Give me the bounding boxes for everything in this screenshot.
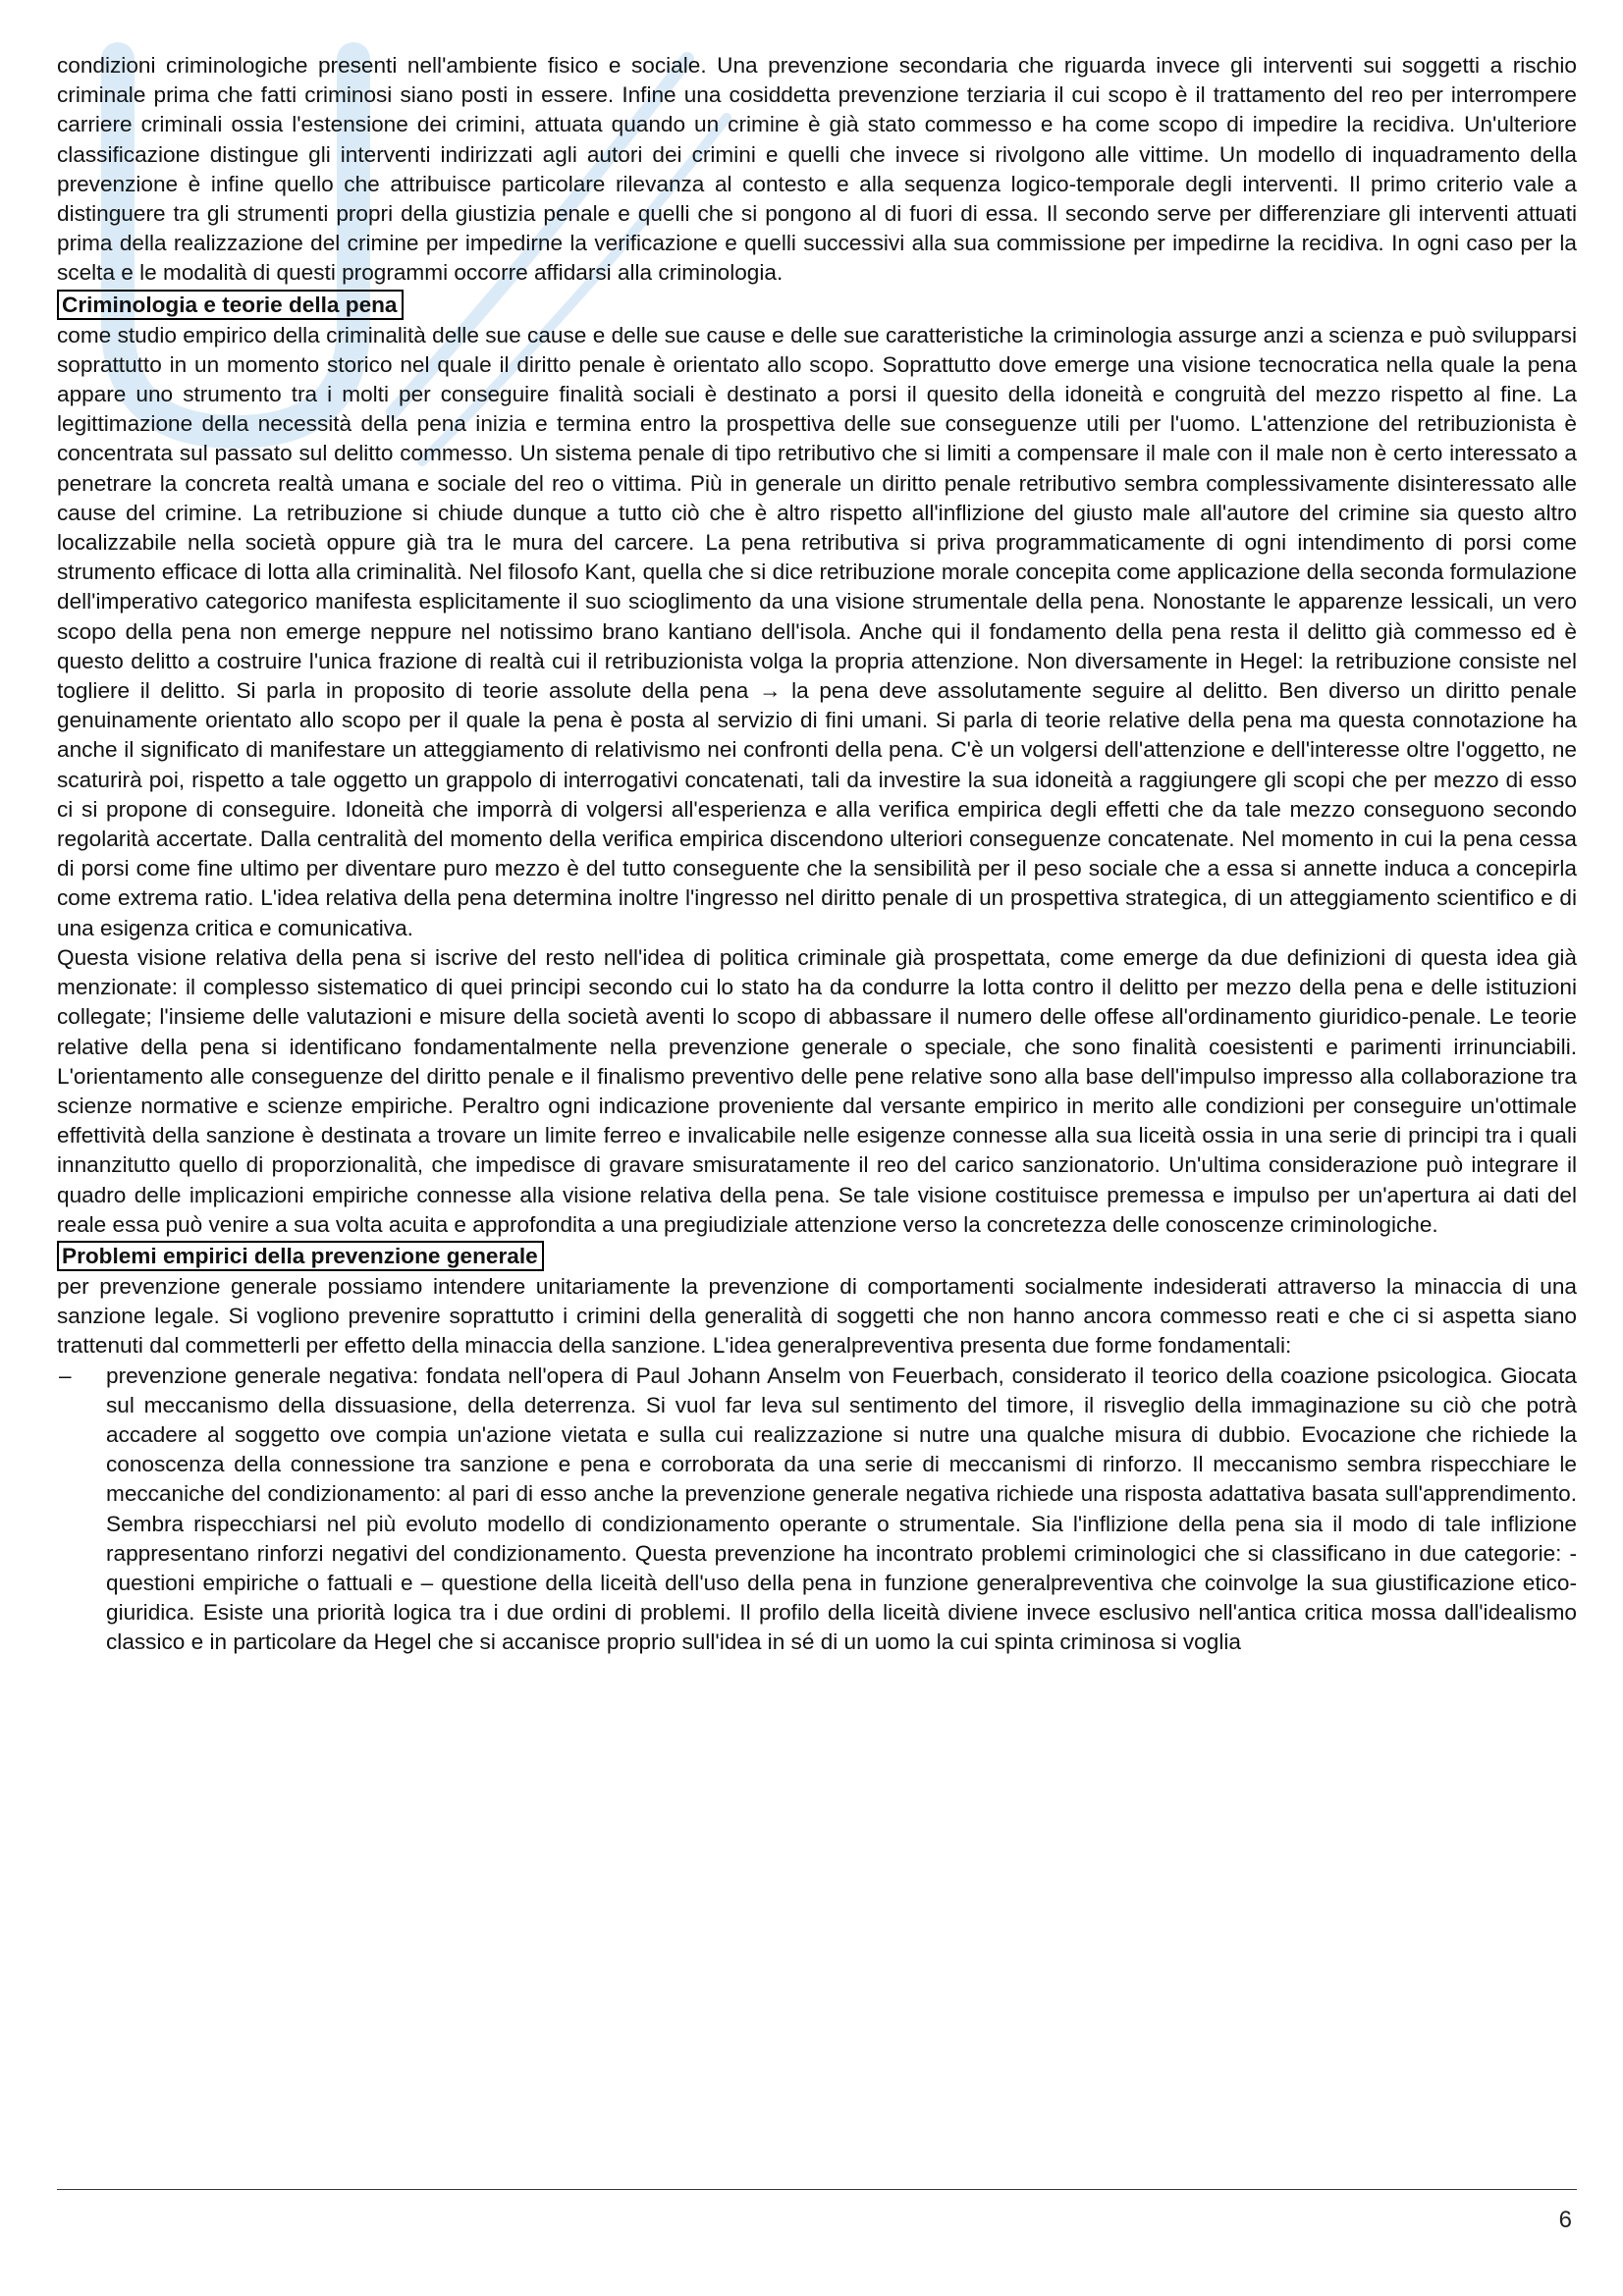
list-item — [57, 1362, 1577, 1658]
paragraph-criminology-theories: come studio empirico della criminalità delle sue cause e delle sue cause e delle sue caratteristiche la criminologia assurge anzi a scienza e può svilupparsi soprattutto in un momento storico nel quale il diritto penale è orientato allo scopo. Soprattutto dove emerge una visione tecnocratica nella quale la pena appare uno strumento tra i molti per conseguire finalità sociali è destinato a porsi il quesito della idoneità e congruità del mezzo rispetto al fine. La legittimazione della necessità della pena inizia e termina entro la prospettiva delle sue conseguenze utili per l'uomo. L'attenzione del retribuzionista è concentrata sul passato sul delitto commesso. Un sistema penale di tipo retributivo che si limiti a compensare il male con il male non è certo interessato a penetrare la concreta realtà umana e sociale del reo o vittima. Più in generale un diritto penale retributivo sembra complessivamente disinteressato alle cause del crimine. La retribuzione si chiude dunque a tutto ciò che è altro rispetto all'inflizione del giusto male all'autore del crimine sia questo altro localizzabile nella società oppure già tra le mura del carcere. La pena retributiva si priva programmaticamente di ogni intendimento di porsi come strumento efficace di lotta alla criminalità. Nel filosofo Kant, quella che si dice retribuzione morale concepita come applicazione della seconda formulazione dell'imperativo categorico manifesta esplicitamente il suo scioglimento da una visione strumentale della pena. Nonostante le apparenze lessicali, un vero scopo della pena non emerge neppure nel notissimo brano kantiano dell'isola. Anche qui il fondamento della pena resta il delitto già commesso ed è questo delitto a costruire l'unica frazione di realtà cui il retribuzionista volga la propria attenzione. Non diversamente in Hegel: la retribuzione consiste nel togliere il delitto. Si parla in proposito di teorie assolute della pena → la pena deve assolutamente seguire al delitto. Ben diverso un diritto penale genuinamente orientato allo scopo per il quale la pena è posta al servizio di fini umani. Si parla di teorie relative della pena ma questa connotazione ha anche il significato di manifestare un atteggiamento di relativismo nei confronti della pena. C'è un volgersi dell'attenzione e dell'interesse oltre l'oggetto, ne scaturirà poi, rispetto a tale oggetto un grappolo di interrogativi concatenati, tali da investire la sua idoneità a raggiungere gli scopi che per mezzo di esso ci si propone di conseguire. Idoneità che imporrà di volgersi all'esperienza e alla verifica empirica degli effetti che da tale mezzo conseguono secondo regolarità accertate. Dalla centralità del momento della verifica empirica discendono ulteriori conseguenze concatenate. Nel momento in cui la pena cessa di porsi come fine ultimo per diventare puro mezzo è del tutto conseguente che la sensibilità per il peso sociale che a essa si annette induca a concepirla come extrema ratio. L'idea relativa della pena determina inoltre l'ingresso nel diritto penale di un prospettiva strategica, di un atteggiamento scientifico e di una esigenza critica e comunicativa. — [57, 322, 1577, 940]
list-dash: – — [59, 1362, 72, 1388]
document-page — [57, 51, 1577, 1658]
paragraph-relative-vision: Questa visione relativa della pena si iscrive del resto nell'idea di politica criminale già prospettata, come emerge da due definizioni di questa idea già menzionate: il complesso sistematico di quei principi secondo cui lo stato ha da condurre la lotta contro il delitto per mezzo della pena e delle istituzioni collegate; l'insieme delle valutazioni e misure della società aventi lo scopo di abbassare il numero delle offese all'ordinamento giuridico-penale. Le teorie relative della pena si identificano fondamentalmente nella prevenzione generale o speciale, che sono finalità coesistenti e parimenti irrinunciabili. L'orientamento alle conseguenze del diritto penale e il finalismo preventivo delle pene relative sono alla base dell'impulso impresso alla collaborazione tra scienze normative e scienze empiriche. Peraltro ogni indicazione proveniente dal versante empirico in merito alle condizioni per conseguire un'ottimale effettività della sanzione è destinata a trovare un limite ferreo e invalicabile nelle esigenze connesse alla sua liceità ossia in una serie di principi tra i quali innanzitutto quello di proporzionalità, che impedisce di gravare smisuratamente il reo del carico sanzionatorio. Un'ultima considerazione può integrare il quadro delle implicazioni empiriche connesse alla visione relativa della pena. Se tale visione costituisce premessa e impulso per un'apertura ai dati del reale essa può venire a sua volta acuita e approfondita a una pregiudiziale attenzione verso la concretezza delle conoscenze criminologiche. — [57, 944, 1577, 1237]
heading-criminologia-teorie-pena: Criminologia e teorie della pena — [57, 290, 404, 320]
heading-problemi-empirici: Problemi empirici della prevenzione generale — [57, 1241, 544, 1271]
page-number: 6 — [1558, 2207, 1572, 2233]
paragraph-general-prevention: per prevenzione generale possiamo intendere unitariamente la prevenzione di comportamenti socialmente indesiderati attraverso la minaccia di una sanzione legale. Si vogliono prevenire soprattutto i crimini della generalità di soggetti che non hanno ancora commesso reati e che ci si aspetta siano trattenuti dal commetterli per effetto della minaccia della sanzione. L'idea generalpreventiva presenta due forme fondamentali: — [57, 1273, 1577, 1359]
list-item-text: prevenzione generale negativa: fondata nell'opera di Paul Johann Anselm von Feuerbach, considerato il teorico della coazione psicologica. Giocata sul meccanismo della dissuasione, della deterrenza. Si vuol far leva sul sentimento del timore, il risveglio della immaginazione su ciò che potrà accadere al soggetto ove compia un'azione vietata e sulla cui realizzazione si nutre una qualche misura di dubbio. Evocazione che richiede la conoscenza della connessione tra sanzione e pena e corroborata da una serie di meccanismi di rinforzo. Il meccanismo sembra rispecchiare le meccaniche del condizionamento: al pari di esso anche la prevenzione generale negativa richiede una risposta adattativa basata sull'apprendimento. Sembra rispecchiarsi nel più evoluto modello di condizionamento operante o strumentale. Sia l'inflizione della pena sia il modo di tale inflizione rappresentano rinforzi negativi del condizionamento. Questa prevenzione ha incontrato problemi criminologici che si classificano in due categorie: - questioni empiriche o fattuali e – questione della liceità dell'uso della pena in funzione generalpreventiva che coinvolge la sua giustificazione etico-giuridica. Esiste una priorità logica tra i due ordini di problemi. Il profilo della liceità diviene invece esclusivo nell'antica critica mossa dall'idealismo classico e in particolare da Hegel che si accanisce proprio sull'idea in sé di un uomo la cui spinta criminosa si voglia — [106, 1362, 1577, 1655]
footer-divider — [57, 2189, 1577, 2190]
paragraph-prevention-types: condizioni criminologiche presenti nell'ambiente fisico e sociale. Una prevenzione secondaria che riguarda invece gli interventi sui soggetti a rischio criminale prima che fatti criminosi siano posti in essere. Infine una cosiddetta prevenzione terziaria il cui scopo è il trattamento del reo per interrompere carriere criminali ossia l'estensione dei crimini, attuata quando un crimine è già stato commesso e ha come scopo di impedire la recidiva. Un'ulteriore classificazione distingue gli interventi indirizzati agli autori dei crimini e quelli che invece si rivolgono alle vittime. Un modello di inquadramento della prevenzione è infine quello che attribuisce particolare rilevanza al contesto e alla sequenza logico-temporale degli interventi. Il primo criterio vale a distinguere tra gli strumenti propri della giustizia penale e quelli che si pongono al di fuori di essa. Il secondo serve per differenziare gli interventi attuati prima della realizzazione del crimine per impedirne la verificazione e quelli successivi alla sua commissione per impedirne la recidiva. In ogni caso per la scelta e le modalità di questi programmi occorre affidarsi alla criminologia. — [57, 53, 1577, 286]
prevention-forms-list — [57, 1362, 1577, 1658]
